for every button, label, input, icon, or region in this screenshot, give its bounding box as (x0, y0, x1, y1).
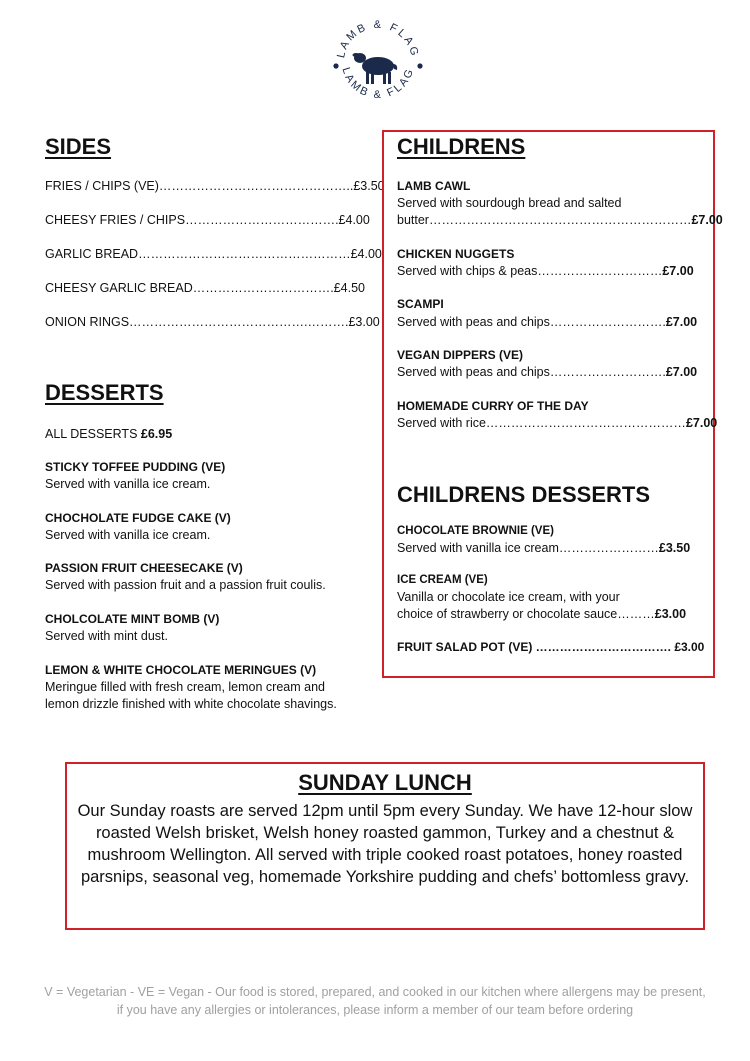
childrens-item-price: £7.00 (691, 213, 723, 227)
dessert-desc: Served with vanilla ice cream. (45, 477, 211, 491)
childrens-item-desc: Served with sourdough bread and salted (397, 196, 622, 210)
dessert-desc: Served with mint dust. (45, 629, 168, 643)
childrens-item-price: £7.00 (662, 264, 694, 278)
childrens-item-price: £7.00 (665, 365, 698, 379)
childrens-item-desc: butter……………………………………………………… (397, 213, 692, 227)
childrens-item-name: SCAMPI (397, 297, 444, 311)
logo-bottom-text: LAMB & FLAG (339, 65, 417, 102)
childrens-dessert-price: £3.50 (658, 541, 691, 555)
dessert-name: PASSION FRUIT CHEESECAKE (V) (45, 561, 243, 575)
lamb-icon (353, 53, 398, 84)
childrens-item-desc-line (397, 365, 697, 379)
all-desserts-label: ALL DESSERTS (45, 427, 141, 441)
childrens-dessert-desc-line (397, 541, 690, 555)
sides-item-onion-rings: ONION RINGS…………………………………….……….£3.00 (45, 315, 380, 329)
childrens-item-desc-line (397, 264, 694, 278)
childrens-item-name: LAMB CAWL (397, 179, 471, 193)
fruit-salad-pot-line: FRUIT SALAD POT (VE) ……………………………. £3.00 (397, 640, 705, 654)
childrens-dessert-name: ICE CREAM (VE) (397, 574, 488, 586)
childrens-dessert-desc: choice of strawberry or chocolate sauce……… (397, 607, 655, 621)
childrens-dessert-desc: Served with vanilla ice cream…………………… (397, 541, 659, 555)
dessert-name: CHOLCOLATE MINT BOMB (V) (45, 612, 220, 626)
childrens-dessert-desc: Vanilla or chocolate ice cream, with your (397, 590, 620, 604)
dessert-desc: Meringue filled with fresh cream, lemon cream and lemon drizzle finished with white chocolate shavings. (45, 680, 337, 711)
childrens-item-desc-line (397, 213, 723, 227)
childrens-item-desc: Served with peas and chips………………………. (397, 315, 666, 329)
childrens-item-name: CHICKEN NUGGETS (397, 247, 515, 261)
childrens-item-desc-line (397, 416, 717, 430)
dessert-name: CHOCHOLATE FUDGE CAKE (V) (45, 511, 231, 525)
childrens-item-price: £7.00 (665, 315, 698, 329)
childrens-item-price: £7.00 (685, 416, 718, 430)
childrens-dessert-name: CHOCOLATE BROWNIE (VE) (397, 525, 554, 537)
all-desserts-line (45, 427, 172, 441)
all-desserts-price: £6.95 (140, 427, 173, 441)
sides-item-fries: FRIES / CHIPS (VE)………………………………………..£3.50 (45, 179, 385, 193)
logo-dot-left (333, 63, 338, 68)
childrens-item-desc-line (397, 315, 697, 329)
lamb-and-flag-logo (330, 14, 426, 110)
childrens-item-desc: Served with chips & peas………………………… (397, 264, 663, 278)
childrens-item-desc: Served with peas and chips………………………. (397, 365, 666, 379)
sides-title: SIDES (45, 134, 112, 159)
childrens-title: CHILDRENS (397, 134, 526, 159)
desserts-title: DESSERTS (45, 380, 164, 405)
dessert-name: LEMON & WHITE CHOCOLATE MERINGUES (V) (45, 663, 317, 677)
dessert-name: STICKY TOFFEE PUDDING (VE) (45, 460, 226, 474)
logo-top-text: LAMB & FLAG (335, 18, 421, 60)
sides-item-garlic-bread: GARLIC BREAD……………………………………………£4.00 (45, 247, 382, 261)
childrens-item-name: VEGAN DIPPERS (VE) (397, 348, 524, 362)
sides-item-cheesy-garlic-bread: CHEESY GARLIC BREAD…………………………….£4.50 (45, 281, 365, 295)
childrens-item-desc: Served with rice………………………………………… (397, 416, 686, 430)
childrens-desserts-title: CHILDRENS DESSERTS (397, 482, 651, 507)
sunday-lunch-box (65, 762, 705, 930)
sunday-lunch-title: SUNDAY LUNCH (298, 770, 472, 795)
sunday-lunch-text: Our Sunday roasts are served 12pm until 5pm every Sunday. We have 12-hour slow roasted Welsh brisket, Welsh honey roasted gammon, Turkey and a chestnut & mushroom Wellington. All served with triple cooked roast potatoes, honey roasted parsnips, seasonal veg, homemade Yorkshire pudding and chefs’ bottomless gravy. (77, 802, 693, 886)
dessert-desc: Served with vanilla ice cream. (45, 528, 211, 542)
childrens-dessert-price: £3.00 (654, 607, 687, 621)
childrens-item-name: HOMEMADE CURRY OF THE DAY (397, 399, 589, 413)
sides-item-cheesy-fries: CHEESY FRIES / CHIPS……………………………….£4.00 (45, 213, 370, 227)
allergen-footer-note: V = Vegetarian - VE = Vegan - Our food is stored, prepared, and cooked in our kitchen where allergens may be present, if you have any allergies or intolerances, please inform a member of our team before ordering (44, 985, 706, 1017)
childrens-dessert-desc-line (397, 607, 686, 621)
logo-dot-right (417, 63, 422, 68)
dessert-desc: Served with passion fruit and a passion fruit coulis. (45, 578, 326, 592)
